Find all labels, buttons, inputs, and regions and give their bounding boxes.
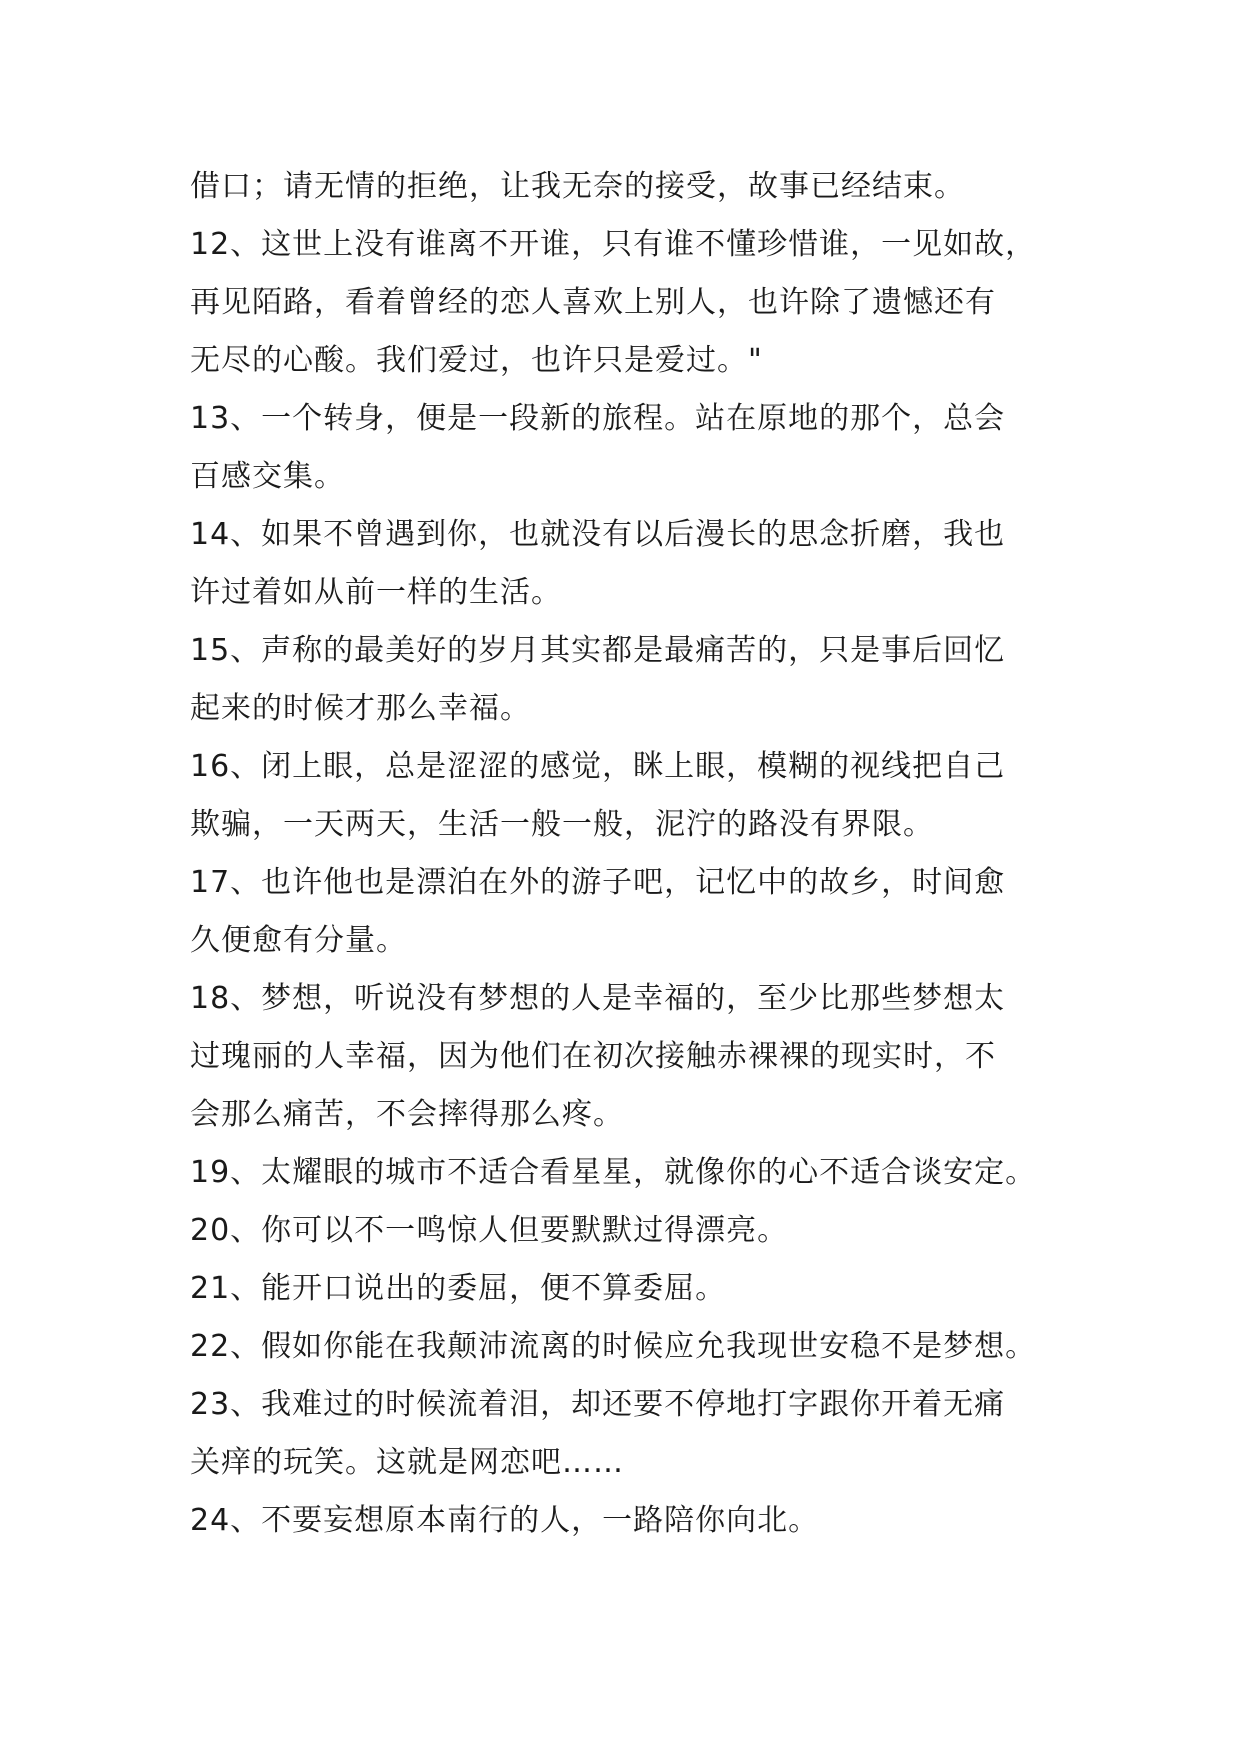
text-line: 18、梦想，听说没有梦想的人是幸福的，至少比那些梦想太 xyxy=(190,981,1006,1016)
text-line: 欺骗，一天两天，生活一般一般，泥泞的路没有界限。 xyxy=(190,807,934,842)
text-line: 无尽的心酸。我们爱过，也许只是爱过。" xyxy=(190,343,763,378)
text-line: 借口；请无情的拒绝，让我无奈的接受，故事已经结束。 xyxy=(190,169,965,204)
text-line: 14、如果不曾遇到你，也就没有以后漫长的思念折磨，我也 xyxy=(190,517,1006,552)
text-line: 12、这世上没有谁离不开谁，只有谁不懂珍惜谁，一见如故， xyxy=(190,227,1037,262)
text-line: 20、你可以不一鸣惊人但要默默过得漂亮。 xyxy=(190,1213,789,1248)
text-line: 过瑰丽的人幸福，因为他们在初次接触赤裸裸的现实时，不 xyxy=(190,1039,996,1074)
text-line: 23、我难过的时候流着泪，却还要不停地打字跟你开着无痛 xyxy=(190,1387,1006,1422)
text-line: 起来的时候才那么幸福。 xyxy=(190,691,531,726)
text-line: 再见陌路，看着曾经的恋人喜欢上别人，也许除了遗憾还有 xyxy=(190,285,996,320)
body-text xyxy=(190,158,1060,1550)
text-line: 会那么痛苦，不会摔得那么疼。 xyxy=(190,1097,624,1132)
text-line: 久便愈有分量。 xyxy=(190,923,407,958)
text-line: 关痒的玩笑。这就是网恋吧…… xyxy=(190,1445,624,1480)
text-line: 许过着如从前一样的生活。 xyxy=(190,575,562,610)
text-line: 24、不要妄想原本南行的人，一路陪你向北。 xyxy=(190,1503,820,1538)
text-line: 21、能开口说出的委屈，便不算委屈。 xyxy=(190,1271,727,1306)
text-line: 16、闭上眼，总是涩涩的感觉，眯上眼，模糊的视线把自己 xyxy=(190,749,1006,784)
text-line: 百感交集。 xyxy=(190,459,345,494)
text-line: 22、假如你能在我颠沛流离的时候应允我现世安稳不是梦想。 xyxy=(190,1329,1037,1364)
text-line: 15、声称的最美好的岁月其实都是最痛苦的，只是事后回忆 xyxy=(190,633,1006,668)
text-line: 19、太耀眼的城市不适合看星星，就像你的心不适合谈安定。 xyxy=(190,1155,1037,1190)
text-line: 13、一个转身，便是一段新的旅程。站在原地的那个，总会 xyxy=(190,401,1006,436)
text-line: 17、也许他也是漂泊在外的游子吧，记忆中的故乡，时间愈 xyxy=(190,865,1006,900)
